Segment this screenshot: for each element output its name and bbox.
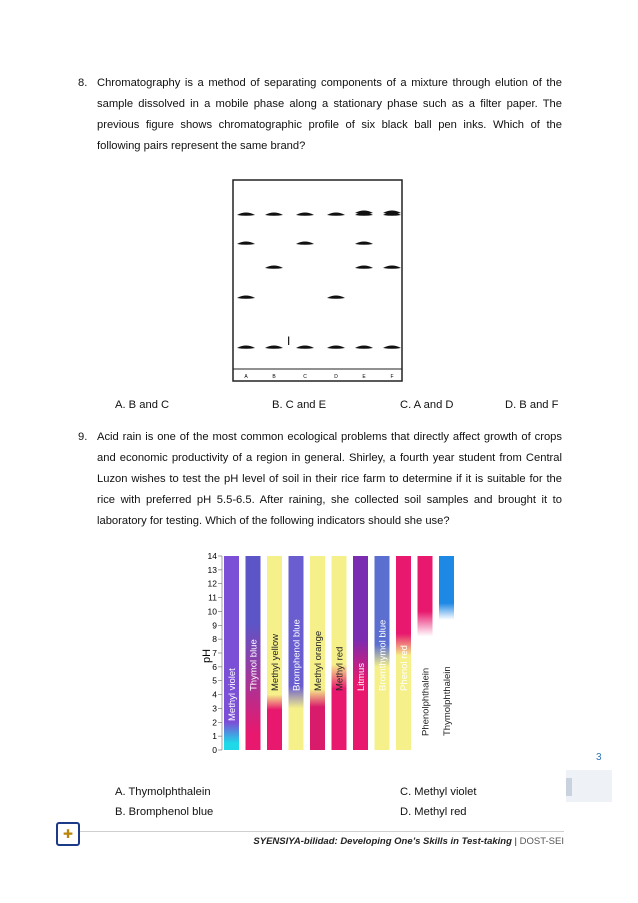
page-tab-decoration xyxy=(566,770,612,802)
q8-option-d[interactable]: D. B and F xyxy=(505,399,559,411)
ph-tick-label: 13 xyxy=(207,564,217,575)
paper-border xyxy=(233,180,402,381)
q9-option-c[interactable]: C. Methyl violet xyxy=(400,786,477,798)
ph-tick-label: 10 xyxy=(207,606,217,617)
page-tab-bar xyxy=(566,778,572,796)
dost-logo-icon: ✚ xyxy=(56,822,80,846)
question-number: 9. xyxy=(78,431,88,443)
question-text: Chromatography is a method of separating components of a mixture through elution of the sample dissolved in a mobile phase along a stationary phase such as a filter paper. The previous figure shows chromatographic profile of six black ball pen inks. Which of the following pairs represent the same brand? xyxy=(97,77,562,152)
question-number: 8. xyxy=(78,77,88,89)
question-8 xyxy=(78,73,562,157)
footer-title: SYENSIYA-bilidad: Developing One’s Skills in Test-taking xyxy=(253,836,512,847)
indicator-label: Methyl red xyxy=(334,646,346,691)
footer-separator: | xyxy=(511,836,520,847)
indicator-bars xyxy=(224,556,454,750)
ph-tick-label: 1 xyxy=(212,731,217,742)
q9-option-b[interactable]: B. Bromphenol blue xyxy=(115,806,214,818)
q8-option-a[interactable]: A. B and C xyxy=(115,399,170,411)
indicator-bar xyxy=(353,556,368,750)
ph-tick-label: 5 xyxy=(212,675,217,686)
lane-label: D xyxy=(334,374,338,380)
indicator-label: Bromphenol blue xyxy=(291,619,303,691)
chromatography-figure xyxy=(232,179,404,383)
q9-option-d[interactable]: D. Methyl red xyxy=(400,806,467,818)
question-9 xyxy=(78,427,562,532)
ph-tick-label: 6 xyxy=(212,661,217,672)
ph-tick-label: 3 xyxy=(212,703,217,714)
ph-tick-label: 14 xyxy=(207,551,217,561)
ph-tick-label: 11 xyxy=(208,592,217,603)
ph-axis-label: pH xyxy=(201,648,213,664)
indicator-label: Phenol red xyxy=(399,645,410,691)
indicator-label: Methyl orange xyxy=(313,630,324,691)
lane-label: B xyxy=(272,374,276,380)
q8-option-c[interactable]: C. A and D xyxy=(400,399,454,411)
q9-option-a[interactable]: A. Thymolphthalein xyxy=(115,786,211,798)
indicator-label: Litmus xyxy=(356,663,367,691)
lane-label: A xyxy=(244,374,248,380)
lane-label: F xyxy=(390,374,394,380)
footer-org: DOST-SEI xyxy=(519,836,564,847)
indicator-label: Methyl violet xyxy=(227,668,238,721)
marker-label: I xyxy=(287,334,291,348)
question-text: Acid rain is one of the most common ecological problems that directly affect growth of crops and economic productivity of a region in general. Shirley, a fourth year student from Central Luzon wishes to test the pH level of soil in their rice farm to determine if it is suitable for the rice with preferred pH 5.5-6.5. After raining, she collected soil samples and brought it to laboratory for testing. Which of the following indicators should she use? xyxy=(97,431,562,527)
ph-indicator-chart xyxy=(200,551,462,757)
lane-label: C xyxy=(303,374,307,380)
indicator-label: Methyl yellow xyxy=(270,633,281,691)
lane-label: E xyxy=(362,374,366,380)
ph-tick-label: 12 xyxy=(207,578,217,589)
q8-option-b[interactable]: B. C and E xyxy=(272,399,327,411)
ph-tick-label: 4 xyxy=(212,689,217,700)
indicator-label: Thymol blue xyxy=(248,639,260,691)
indicator-label: Phenolphthalein xyxy=(420,667,432,736)
ph-tick-label: 2 xyxy=(212,717,217,728)
footer xyxy=(80,836,564,847)
indicator-label: Thymolphthalein xyxy=(442,666,453,736)
page-number: 3 xyxy=(596,752,602,763)
ph-tick-label: 0 xyxy=(212,745,217,755)
ph-tick-label: 9 xyxy=(212,620,217,631)
indicator-label: Bromthymol blue xyxy=(377,619,389,691)
footer-divider xyxy=(80,831,564,832)
ph-tick-label: 7 xyxy=(212,648,217,658)
ph-tick-label: 8 xyxy=(212,634,217,645)
